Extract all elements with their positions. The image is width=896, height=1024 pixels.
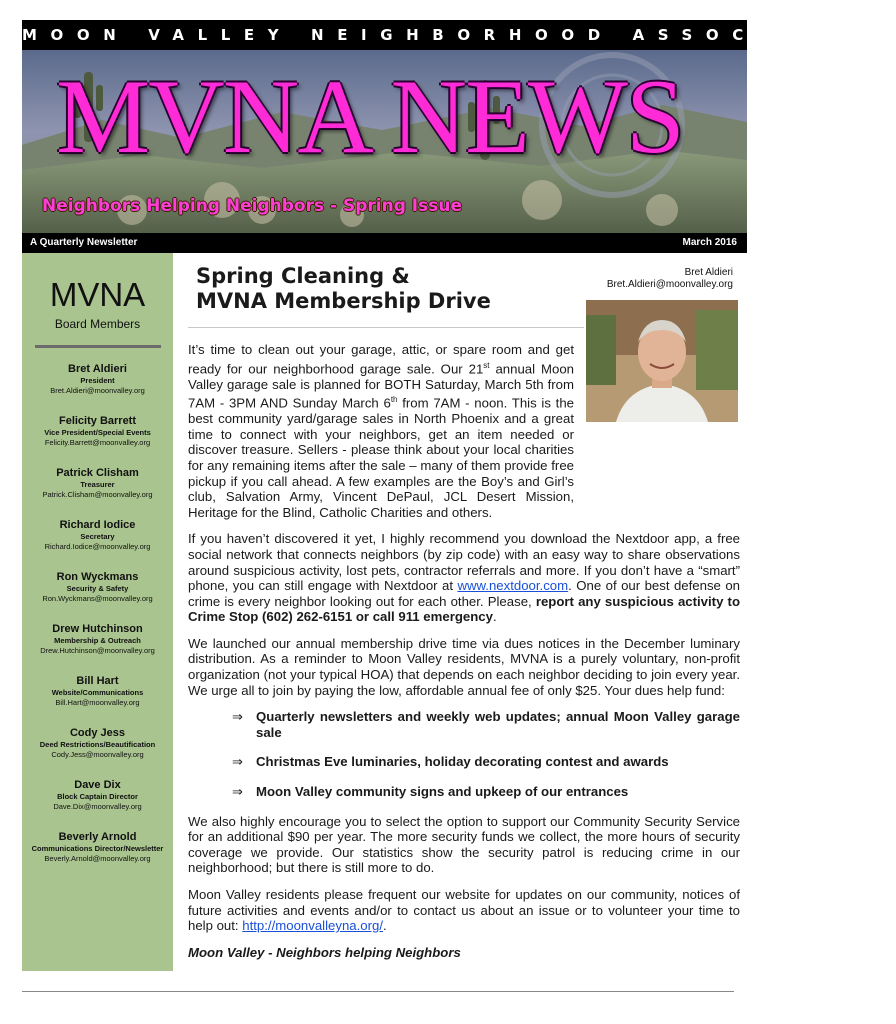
member-name: Felicity Barrett: [58, 415, 137, 427]
member-name: Beverly Arnold: [58, 831, 137, 843]
sidebar-divider: [35, 345, 161, 348]
dues-fund-list: [188, 709, 740, 799]
banner-title: MVNA NEWS: [56, 58, 683, 175]
arrow-icon: ⇒: [232, 784, 244, 800]
association-name-bar: [22, 20, 896, 50]
member-role: Treasurer: [80, 480, 115, 489]
list-item: ⇒ Christmas Eve luminaries, holiday decorating contest and awards: [232, 754, 669, 770]
member-email[interactable]: Ron.Wyckmans@moonvalley.org: [42, 594, 153, 603]
author-byline: [607, 267, 733, 291]
headline-divider: [188, 327, 584, 328]
member-role: Deed Restrictions/Beautification: [39, 740, 156, 749]
headline-line-2: MVNA Membership Drive: [196, 289, 491, 313]
article-paragraph-membership: We launched our annual membership drive time via dues notices in the December luminary distribution. As a reminder to Moon Valley residents, MVNA is a purely voluntary, non-profit organization (not your typical HOA) that depends on each neighbor deciding to join every year. We urge all to join by paying the low, affordable annual fee of only $25. Your dues help fund:: [188, 635, 740, 698]
member-name: Dave Dix: [74, 779, 121, 791]
board-member: [22, 466, 173, 500]
member-role: President: [80, 376, 115, 385]
board-member: [22, 518, 173, 552]
article-body: [188, 342, 740, 971]
association-name: MOON VALLEY NEIGHBORHOOD ASSOCIATION: [22, 26, 896, 44]
issue-date: March 2016: [682, 237, 737, 248]
sidebar-subtitle: Board Members: [54, 317, 141, 331]
board-member: [22, 570, 173, 604]
arrow-icon: ⇒: [232, 754, 244, 770]
board-member: [22, 830, 173, 864]
article-paragraph-security: We also highly encourage you to select the option to support our Community Security Service for an additional $90 per year. The more security funds we collect, the more hours of security coverage we provide. Our statistics show the security patrol is reducing crime in our neighborhood; but there is still more to do.: [188, 813, 740, 876]
sidebar-title: MVNA: [49, 276, 146, 313]
member-name: Patrick Clisham: [56, 467, 139, 479]
member-role: Block Captain Director: [57, 792, 138, 801]
member-email[interactable]: Cody.Jess@moonvalley.org: [51, 750, 144, 759]
masthead-banner: [22, 50, 747, 233]
member-name: Bill Hart: [76, 675, 119, 687]
member-email[interactable]: Drew.Hutchinson@moonvalley.org: [40, 646, 155, 655]
member-role: Secretary: [80, 532, 115, 541]
member-name: Richard Iodice: [59, 519, 136, 531]
member-role: Communications Director/Newsletter: [31, 844, 164, 853]
member-email[interactable]: Bill.Hart@moonvalley.org: [55, 698, 140, 707]
nextdoor-link[interactable]: www.nextdoor.com: [457, 578, 569, 594]
member-name: Ron Wyckmans: [56, 571, 139, 583]
article-paragraph-garage-sale: It’s time to clean out your garage, attic, or spare room and get ready for our neighborhood garage sale. Our 21st annual Moon Valley garage sale is planned for BOTH Saturday, March 5th from 7AM - 3PM AND Sunday March 6th from 7AM - noon. This is the best community yard/garage sales in North Phoenix and a great time to connect with your neighbors, get an item needed or discover treasure. Sellers - please think about your local charities for any remaining items after the sale – many of them provide free pickup if you call ahead. A few examples are the Boy’s and Girl’s club, Salvation Army, Vincent DePaul, JCL Desert Mission, Heritage for the Blind, Catholic Charities and others.: [188, 342, 574, 520]
member-name: Bret Aldieri: [68, 363, 127, 375]
issue-info-bar: [22, 233, 747, 253]
list-item: ⇒ Quarterly newsletters and weekly web updates; annual Moon Valley garage sale: [232, 709, 740, 740]
closing-tagline: Moon Valley - Neighbors helping Neighbors: [188, 944, 461, 960]
member-name: Cody Jess: [69, 727, 126, 739]
footer-divider: [22, 991, 734, 992]
board-members-sidebar: [22, 253, 173, 971]
banner-subtitle: Neighbors Helping Neighbors - Spring Issue: [42, 196, 463, 216]
member-role: Website/Communications: [51, 688, 144, 697]
member-email[interactable]: Patrick.Clisham@moonvalley.org: [42, 490, 153, 499]
article-paragraph-website: Moon Valley residents please frequent our website for updates on our community, notices of future activities and events and/or to contact us about an issue or to volunteer your time to help out: http://moonvalleyna.org/.: [188, 887, 740, 934]
member-email[interactable]: Felicity.Barrett@moonvalley.org: [44, 438, 151, 447]
member-email[interactable]: Bret.Aldieri@moonvalley.org: [50, 386, 145, 395]
author-name: Bret Aldieri: [684, 267, 733, 278]
headline-line-1: Spring Cleaning &: [196, 264, 410, 288]
arrow-icon: ⇒: [232, 709, 244, 725]
member-email[interactable]: Dave.Dix@moonvalley.org: [53, 802, 142, 811]
member-role: Security & Safety: [66, 584, 129, 593]
board-member: [22, 778, 173, 812]
board-member: [22, 674, 173, 708]
member-email[interactable]: Richard.Iodice@moonvalley.org: [44, 542, 151, 551]
board-member: [22, 726, 173, 760]
article-paragraph-nextdoor: If you haven’t discovered it yet, I highly recommend you download the Nextdoor app, a free social network that connects neighbors (by zip code) with an easy way to share observations around suspicious activity, lost pets, contractor referrals and more. If you don’t have a “smart” phone, you can still engage with Nextdoor at www.nextdoor.com. One of our best defense on crime is every neighbor looking out for each other. Please, report any suspicious activity to Crime Stop (602) 262-6151 or call 911 emergency.: [188, 531, 740, 625]
newsletter-frequency-label: A Quarterly Newsletter: [30, 237, 138, 248]
board-member: [22, 362, 173, 396]
member-role: Vice President/Special Events: [44, 428, 151, 437]
member-role: Membership & Outreach: [54, 636, 141, 645]
board-member: [22, 414, 173, 448]
website-link[interactable]: http://moonvalleyna.org/: [242, 918, 384, 934]
board-member-list: [22, 362, 173, 864]
article-headline: [196, 264, 491, 314]
list-item: ⇒ Moon Valley community signs and upkeep of our entrances: [232, 784, 629, 800]
author-email[interactable]: Bret.Aldieri@moonvalley.org: [606, 279, 733, 290]
member-name: Drew Hutchinson: [52, 623, 143, 635]
member-email[interactable]: Beverly.Arnold@moonvalley.org: [44, 854, 151, 863]
board-member: [22, 622, 173, 656]
